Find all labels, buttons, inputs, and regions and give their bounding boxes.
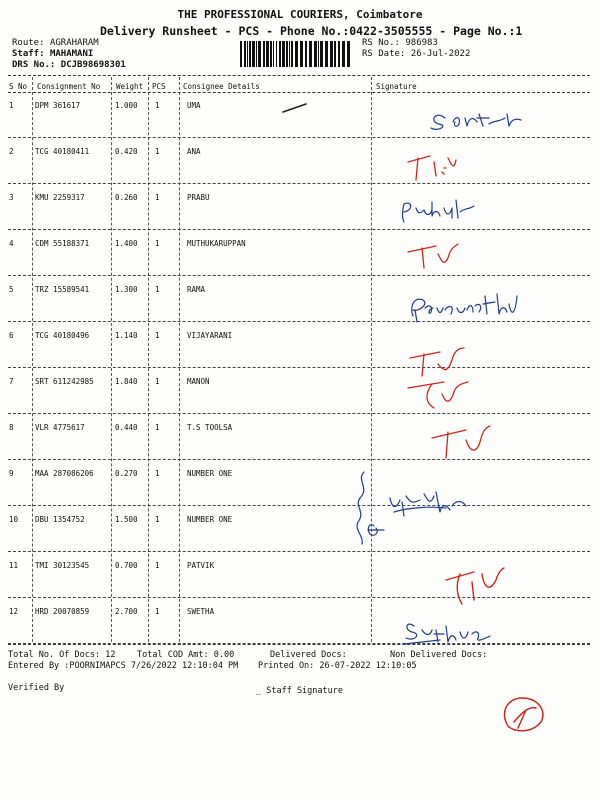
row-pcs: 1 — [155, 377, 160, 386]
col-header-weight: Weight — [116, 82, 144, 91]
staff-signature-label: _ Staff Signature — [256, 686, 343, 696]
barcode-bar — [249, 41, 251, 67]
rs-date-value: 26-Jul-2022 — [410, 49, 471, 59]
row-consignment-no: KMU 2259317 — [35, 193, 85, 202]
row-consignee: ANA — [187, 147, 201, 156]
verified-by: Verified By — [8, 683, 65, 693]
barcode-bar — [263, 41, 265, 67]
row-consignment-no: VLR 4775617 — [35, 423, 85, 432]
row-weight: 0.440 — [115, 423, 138, 432]
row-separator — [8, 413, 590, 414]
row-pcs: 1 — [155, 147, 160, 156]
row-separator — [8, 459, 590, 460]
row-consignee: T.S TOOLSA — [187, 423, 233, 432]
total-cod: Total COD Amt: 0.00 — [137, 650, 235, 660]
barcode-bar — [325, 41, 328, 67]
barcode-bar — [334, 41, 336, 67]
row-consignment-no: SRT 611242985 — [35, 377, 94, 386]
row-weight: 0.260 — [115, 193, 138, 202]
row-consignee: VIJAYARANI — [187, 331, 233, 340]
row-consignment-no: MAA 287086206 — [35, 469, 94, 478]
row-pcs: 1 — [155, 469, 160, 478]
row-sno: 2 — [9, 147, 14, 156]
barcode-bar — [305, 41, 307, 67]
barcode-bar — [266, 41, 269, 67]
row-consignment-no: DPM 361617 — [35, 101, 81, 110]
row-weight: 1.840 — [115, 377, 138, 386]
non-delivered-docs: Non Delivered Docs: — [390, 650, 488, 660]
barcode-bar — [295, 41, 298, 67]
row-sno: 5 — [9, 285, 14, 294]
row-consignee: PATVIK — [187, 561, 215, 570]
entered-by: Entered By :POORNIMAPCS 7/26/2022 12:10:04 PM — [8, 661, 239, 671]
signature-row9-10-image — [350, 466, 490, 546]
table-row — [0, 324, 600, 370]
row-consignment-no: HRD 20070859 — [35, 607, 90, 616]
row-pcs: 1 — [155, 515, 160, 524]
table-row — [0, 186, 600, 232]
row-sno: 10 — [9, 515, 19, 524]
rs-date-label: RS Date: — [362, 49, 406, 59]
barcode-bar — [256, 41, 257, 67]
total-docs: Total No. Of Docs: 12 — [8, 650, 116, 660]
barcode-bar — [309, 41, 312, 67]
barcode-bar — [273, 41, 274, 67]
barcode-bar — [320, 41, 323, 67]
barcode-bar — [240, 41, 242, 67]
barcode-bar — [330, 41, 333, 67]
signature-row11-image — [438, 560, 518, 610]
table-top-rule — [8, 75, 590, 76]
row-weight: 0.420 — [115, 147, 138, 156]
row-consignment-no: TMI 30123545 — [35, 561, 90, 570]
row-pcs: 1 — [155, 285, 160, 294]
row-sno: 8 — [9, 423, 14, 432]
barcode-bar — [252, 41, 255, 67]
row-pcs: 1 — [155, 423, 160, 432]
route-line — [12, 38, 99, 48]
signature-row2-image — [400, 148, 470, 184]
barcode-bar — [338, 41, 340, 67]
signature-row5-image — [405, 286, 525, 326]
row-pcs: 1 — [155, 561, 160, 570]
row-consignee: MANON — [187, 377, 210, 386]
barcode-bar — [318, 41, 319, 67]
row-sno: 12 — [9, 607, 19, 616]
col-header-consignee: Consignee Details — [183, 82, 260, 91]
drs-label: DRS No.: — [12, 60, 56, 70]
row-consignee: SWETHA — [187, 607, 215, 616]
row-weight: 1.000 — [115, 101, 138, 110]
barcode-bar — [291, 41, 293, 67]
row-sno: 3 — [9, 193, 14, 202]
barcode-bar — [289, 41, 290, 67]
table-bottom-rule — [8, 644, 590, 645]
row-pcs: 1 — [155, 101, 160, 110]
barcode-bar — [342, 41, 345, 67]
row-sno: 4 — [9, 239, 14, 248]
signature-row12-image — [400, 614, 500, 648]
rs-no-line — [362, 38, 438, 48]
row-consignee: RAMA — [187, 285, 206, 294]
document-title: THE PROFESSIONAL COURIERS, Coimbatore — [177, 8, 423, 21]
row-sno: 7 — [9, 377, 14, 386]
stamp-mark-image — [496, 692, 550, 736]
pen-mark-image — [280, 100, 310, 116]
table-row — [0, 140, 600, 186]
rs-date-line — [362, 49, 470, 59]
row-pcs: 1 — [155, 239, 160, 248]
barcode-bar — [244, 41, 246, 67]
table-row — [0, 232, 600, 278]
rs-no-label: RS No.: — [362, 38, 400, 48]
row-separator — [8, 505, 590, 506]
table-header-rule — [8, 92, 590, 93]
row-weight: 1.400 — [115, 239, 138, 248]
document-subtitle: Delivery Runsheet - PCS - Phone No.:0422-3505555 - Page No.:1 — [100, 24, 523, 38]
row-pcs: 1 — [155, 607, 160, 616]
row-separator — [8, 367, 590, 368]
barcode-bar — [258, 41, 261, 67]
barcode-bar — [270, 41, 272, 67]
route-value: AGRAHARAM — [49, 38, 99, 48]
table-row — [0, 416, 600, 462]
col-header-sno: S No — [9, 82, 28, 91]
signature-row7-image — [404, 372, 474, 412]
row-consignee: NUMBER ONE — [187, 515, 233, 524]
row-consignee: PRABU — [187, 193, 210, 202]
row-weight: 0.700 — [115, 561, 138, 570]
row-consignee: MUTHUKARUPPAN — [187, 239, 246, 248]
table-row — [0, 508, 600, 554]
row-sno: 11 — [9, 561, 19, 570]
row-pcs: 1 — [155, 193, 160, 202]
signature-row3-image — [398, 196, 478, 226]
table-row — [0, 462, 600, 508]
barcode-bar — [279, 41, 281, 67]
row-weight: 2.700 — [115, 607, 138, 616]
row-consignee: NUMBER ONE — [187, 469, 233, 478]
row-consignment-no: DBU 1354752 — [35, 515, 85, 524]
row-separator — [8, 183, 590, 184]
col-header-signature: Signature — [376, 82, 417, 91]
row-separator — [8, 229, 590, 230]
barcode-bar — [286, 41, 288, 67]
row-consignment-no: TRZ 15589541 — [35, 285, 90, 294]
staff-label: Staff: — [12, 49, 45, 59]
printed-on: Printed On: 26-07-2022 12:10:05 — [258, 661, 417, 671]
row-sno: 6 — [9, 331, 14, 340]
col-header-pcs: PCS — [152, 82, 166, 91]
row-weight: 1.500 — [115, 515, 138, 524]
row-separator — [8, 551, 590, 552]
row-weight: 1.300 — [115, 285, 138, 294]
signature-row8-image — [426, 418, 496, 462]
barcode-bar — [300, 41, 303, 67]
barcode-bar — [276, 41, 277, 67]
table-row — [0, 370, 600, 416]
row-weight: 1.140 — [115, 331, 138, 340]
staff-value: MAHAMANI — [49, 49, 94, 59]
staff-line — [12, 49, 93, 59]
row-consignment-no: TCG 40180496 — [35, 331, 90, 340]
row-weight: 0.270 — [115, 469, 138, 478]
row-sno: 1 — [9, 101, 14, 110]
barcode-image — [240, 41, 352, 67]
rs-no-value: 986983 — [405, 38, 438, 48]
route-label: Route: — [12, 38, 45, 48]
row-sno: 9 — [9, 469, 14, 478]
delivered-docs: Delivered Docs: — [270, 650, 347, 660]
barcode-bar — [347, 41, 350, 67]
drs-line — [12, 60, 126, 70]
row-separator — [8, 275, 590, 276]
barcode-bar — [282, 41, 285, 67]
row-pcs: 1 — [155, 331, 160, 340]
barcode-bar — [314, 41, 317, 67]
drs-value: DCJB98698301 — [60, 60, 126, 70]
signature-row1-image — [425, 104, 525, 134]
row-separator — [8, 137, 590, 138]
barcode-bar — [247, 41, 248, 67]
row-consignment-no: TCG 40180411 — [35, 147, 90, 156]
col-header-consignment: Consignment No — [37, 82, 101, 91]
row-consignment-no: CDM 55188371 — [35, 239, 90, 248]
signature-row4-image — [402, 236, 468, 270]
row-consignee: UMA — [187, 101, 201, 110]
